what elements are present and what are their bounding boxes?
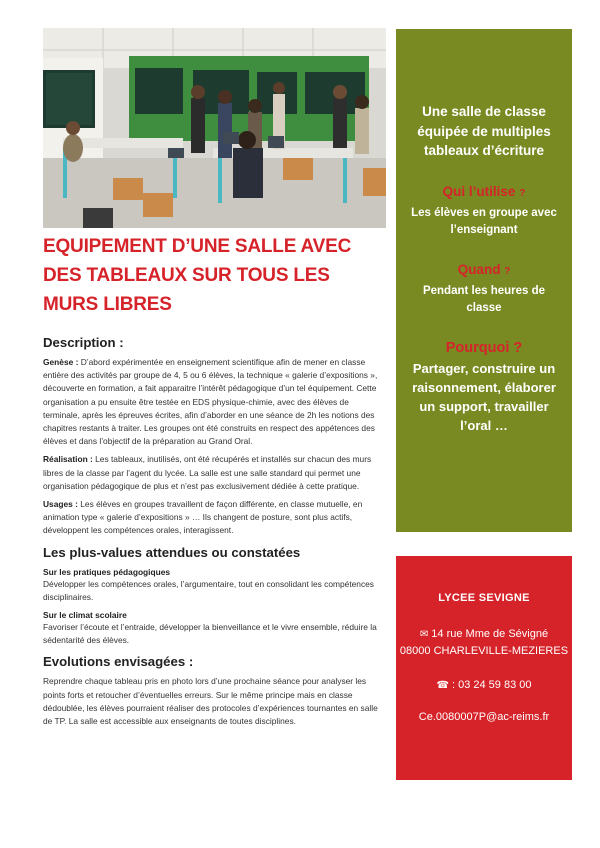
school-name: LYCEE SEVIGNE bbox=[438, 592, 530, 604]
plus-values-text-climat: Favoriser l’écoute et l’entraide, développer la bienveillance et le vivre ensemble, réduire la sédentarité des élèves. bbox=[43, 622, 377, 646]
school-phone bbox=[396, 679, 572, 691]
classroom-photo bbox=[43, 28, 386, 228]
realisation-label: Réalisation : bbox=[43, 454, 93, 465]
sidebar-answer-who: Les élèves en groupe avec l’enseignant bbox=[411, 206, 557, 236]
plus-values-sub-pedagogiques: Sur les pratiques pédagogiques bbox=[43, 566, 171, 577]
description-heading: Description : bbox=[43, 335, 124, 350]
realisation-paragraph bbox=[43, 453, 383, 493]
sidebar-question-why: Pourquoi ? bbox=[445, 339, 523, 356]
genese-text: D’abord expérimentée en enseignement scientifique afin de mener en classe entière des activités par groupe de 4, 5 ou 6 élèves, la technique « galerie d’expositions », découverte en formation, a fait apparaitre l’intérêt pédagogique d’un tel équipement. Cette organisation a pu ensuite être testée en EDS physique-chimie, avec des élèves de terminale, après les épreuves écrites, afin d’aborder en une séance de 2h les notions des chapitres restants à traiter. Les groupes ont été construits en respect des appétences des élèves et dans l’objectif de la préparation au Grand Oral. bbox=[43, 357, 378, 447]
sidebar-question-when-text: Quand bbox=[457, 261, 501, 277]
address-line-2: 08000 CHARLEVILLE-MEZIERES bbox=[399, 645, 569, 657]
classroom-photo-illustration bbox=[43, 28, 386, 228]
sidebar-question-when bbox=[396, 261, 572, 281]
summary-sidebar bbox=[396, 29, 572, 532]
page-title: EQUIPEMENT D’UNE SALLE AVEC DES TABLEAUX SUR TOUS LES MURS LIBRES bbox=[43, 236, 352, 315]
evolutions-heading: Evolutions envisagées : bbox=[43, 654, 194, 670]
school-email[interactable]: Ce.0080007P@ac-reims.fr bbox=[418, 711, 550, 723]
realisation-text: Les tableaux, inutilisés, ont été récupérés et installés sur chacun des murs libres de la classe par l’agent du lycée. La salle est une salle standard qui permet une organisation pédagogique de plus et n’est pas exclusivement dédiée à cette pratique. bbox=[43, 454, 372, 491]
sidebar-answer-when: Pendant les heures de classe bbox=[422, 284, 546, 314]
sidebar-question-who bbox=[396, 183, 572, 203]
phone-icon: ☎ bbox=[436, 680, 449, 691]
main-content bbox=[43, 335, 383, 733]
evolutions-text: Reprendre chaque tableau pris en photo lors d’une prochaine séance pour analyser les points forts et retoucher d’éventuelles erreurs. Sur le même principe mais en classe dédoublée, les élèves pourraient réaliser des protocoles d’expériences tournantes en salle de TP. La salle est accessible aux enseignants de toutes disciplines. bbox=[43, 676, 378, 727]
sidebar-answer-why: Partager, construire un raisonnement, élaborer un support, travailler l’oral … bbox=[412, 360, 556, 433]
sidebar-question-who-text: Qui l’utilise bbox=[442, 183, 516, 199]
contact-box bbox=[396, 556, 572, 780]
phone-number: : 03 24 59 83 00 bbox=[451, 679, 532, 691]
sidebar-question-who-mark: ? bbox=[519, 187, 526, 199]
address-line-1: 14 rue Mme de Sévigné bbox=[431, 628, 549, 640]
school-address bbox=[396, 626, 572, 659]
plus-values-text-pedagogiques: Développer les compétences orales, l’argumentaire, tout en consolidant les compétences disciplinaires. bbox=[43, 578, 374, 602]
usages-label: Usages : bbox=[43, 499, 78, 510]
genese-label: Genèse : bbox=[43, 357, 79, 367]
genese-paragraph bbox=[43, 356, 383, 448]
plus-values-heading: Les plus-values attendues ou constatées bbox=[43, 544, 301, 560]
usages-paragraph bbox=[43, 498, 383, 538]
sidebar-question-when-mark: ? bbox=[504, 265, 511, 277]
plus-values-sub-climat: Sur le climat scolaire bbox=[43, 610, 127, 621]
sidebar-main-text: Une salle de classe équipée de multiples tableaux d’écriture bbox=[417, 104, 551, 158]
usages-text: Les élèves en groupes travaillent de façon différente, en classe mutuelle, en animation type « galerie d’expositions » … Ils changent de posture, sont plus actifs, développent les compétences orales, interagissent. bbox=[43, 499, 363, 536]
address-icon: ✉ bbox=[419, 629, 429, 640]
